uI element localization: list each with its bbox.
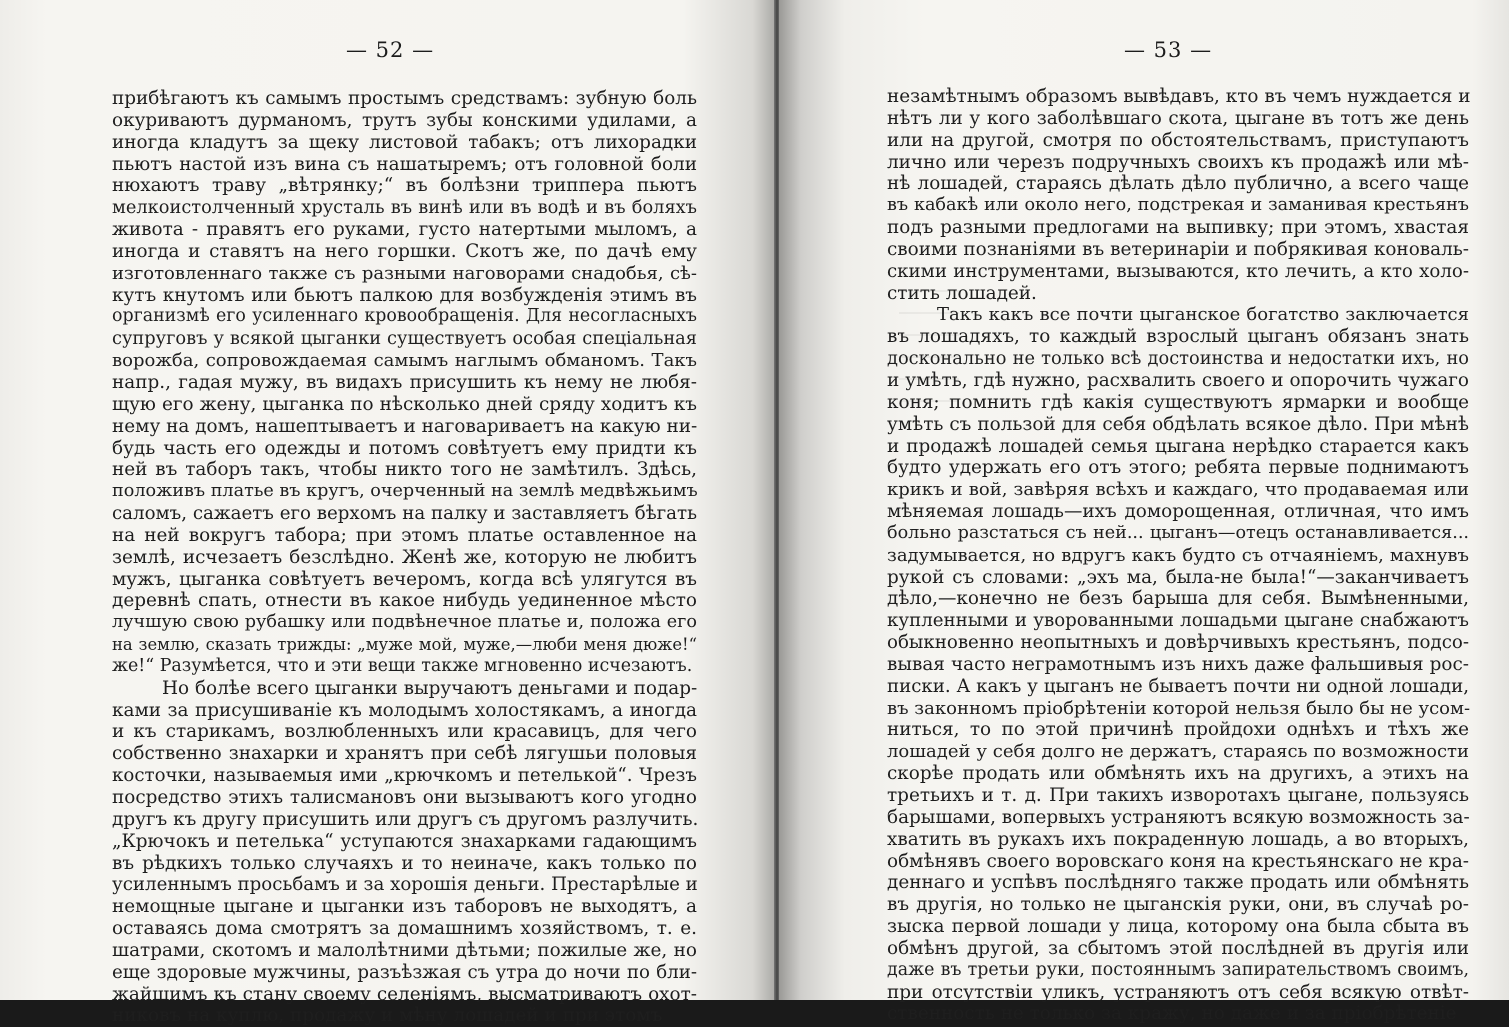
text-line: будто удержать его отъ этого; ребята первые поднимаютъ	[887, 457, 1469, 479]
text-line: иногда и ставятъ на него горшки. Скотъ же, по дачѣ ему	[112, 240, 697, 262]
text-line: зыска первой лошади у лица, которому она была сбыта въ	[887, 916, 1469, 938]
text-line: писки. А какъ у цыганъ не бываетъ почти ни одной лошади,	[887, 675, 1469, 697]
text-line: вывая часто неграмотнымъ изъ нихъ даже фальшивыя рос-	[887, 653, 1469, 675]
text-line: въ кабакѣ или около него, подстрекая и заманивая крестьянъ	[887, 195, 1469, 216]
text-line: окуриваютъ дурманомъ, трутъ зубы конскими удилами, а	[112, 109, 697, 131]
text-line: лично или черезъ подручныхъ своихъ къ продажѣ или мѣ-	[887, 151, 1469, 173]
text-line: землѣ, исчезаетъ безслѣдно. Женѣ же, которую не любитъ	[112, 546, 697, 568]
text-line: кутъ кнутомъ или бьютъ палкою для возбужденія этимъ въ	[112, 284, 697, 306]
text-line: собственно знахарки и хранятъ при себѣ лягушьи половыя	[112, 743, 697, 765]
text-line: и продажѣ лошадей семья цыгана нерѣдко старается какъ	[887, 435, 1469, 457]
text-line: еще здоровые мужчины, разъѣзжая съ утра до ночи по бли-	[112, 961, 697, 983]
text-line: ворожба, сопровождаемая самымъ наглымъ обманомъ. Такъ	[112, 350, 697, 372]
text-line: ней въ таборъ такъ, чтобы никто того не замѣтилъ. Здѣсь,	[112, 459, 697, 481]
text-line: организмѣ его усиленнаго кровообращенія. Для несогласныхъ	[112, 306, 697, 327]
text-line: будь часть его одежды и потомъ совѣтуетъ ему придти къ	[112, 437, 697, 459]
text-line: скими инструментами, вызываются, кто лечить, а кто холо-	[887, 260, 1469, 282]
text-line: больно разстаться съ ней... цыганъ—отецъ останавливается...	[887, 522, 1469, 543]
text-line: на землю, сказать трижды: „муже мой, муже,—люби меня дюже!“	[112, 635, 697, 655]
text-line: нѣтъ ли у кого заболѣвшаго скота, цыгане въ тотъ же день	[887, 107, 1469, 129]
text-line: въ рѣдкихъ только случаяхъ и то неиначе, какъ только по	[112, 852, 697, 874]
text-line: другъ къ другу присушить или другъ съ другомъ разлучить.	[112, 808, 699, 830]
text-line: даже въ третьи руки, постояннымъ запирательствомъ своимъ,	[887, 959, 1469, 980]
text-line: саломъ, сажаетъ его верхомъ на палку и заставляетъ бѣгать	[112, 503, 697, 525]
text-line: дѣло,—конечно не безъ барыша для себя. Вымѣненными,	[887, 588, 1469, 610]
text-line: купленными и уворованными лошадьми цыгане снабжаютъ	[887, 610, 1469, 632]
text-line: шатрами, скотомъ и малолѣтними дѣтьми; пожилые же, но	[112, 939, 697, 961]
text-line: ниться, то по этой причинѣ пройдохи однѣхъ и тѣхъ же	[887, 719, 1469, 741]
text-line: коня; помнить гдѣ какiя существуютъ ярмарки и вообще	[887, 391, 1469, 413]
text-line: незамѣтнымъ образомъ вывѣдавъ, кто въ чемъ нуждается и	[887, 86, 1471, 107]
text-line: при отсутствiи уликъ, устраняютъ отъ себя всякую отвѣт-	[887, 981, 1469, 1003]
text-line: или на другой, смотря по обстоятельствамъ, приступаютъ	[887, 129, 1469, 151]
text-line: Такъ какъ все почти цыганское богатство заключается	[937, 304, 1469, 326]
text-line: на ней вокругъ табора; при этомъ платье оставленное на	[112, 524, 697, 546]
text-line: деревнѣ спать, отнести въ какое нибудь уединенное мѣсто	[112, 590, 697, 612]
text-line: нюхаютъ траву „вѣтрянку;“ въ болѣзни триппера пьютъ	[112, 175, 697, 197]
text-line: обмѣнъ другой, за сбытомъ этой послѣдней въ другiя или	[887, 937, 1469, 959]
text-line: барышами, вопервыхъ устраняютъ всякую возможность за-	[887, 806, 1470, 828]
text-line: напр., гадая мужу, въ видахъ присушить къ нему не любя-	[112, 371, 697, 393]
text-line: живота - правятъ его руками, густо натертыми мыломъ, а	[112, 219, 697, 241]
text-line: мелкоистолченный хрусталь въ винѣ или въ водѣ и въ боляхъ	[112, 197, 697, 219]
text-line: деннаго и успѣвъ послѣдняго также продать или обмѣнять	[887, 872, 1469, 894]
text-line: Но болѣе всего цыганки выручаютъ деньгами и подар-	[162, 677, 698, 699]
text-line: мѣняемая лошадь—ихъ доморощенная, отличная, что имъ	[887, 501, 1469, 523]
text-line: своими познанiями въ ветеринарiи и побрякивая коноваль-	[887, 238, 1469, 260]
text-line: умѣть съ пользой для себя обдѣлать всякое дѣло. При мѣнѣ	[887, 413, 1469, 435]
text-line: стить лошадей.	[887, 282, 1037, 304]
text-line: мужъ, цыганка совѣтуетъ вечеромъ, когда всѣ улягутся въ	[112, 568, 697, 590]
text-line: пьютъ настой изъ вина съ нашатыремъ; отъ головной боли	[112, 153, 697, 175]
text-line: посредство этихъ талисмановъ они вызываютъ кого угодно	[112, 787, 697, 808]
text-line: жайшимъ къ стану своему селенiямъ, высматриваютъ охот-	[112, 983, 697, 1005]
text-line: рукой съ словами: „эхъ ма, была-не была!“—заканчиваетъ	[887, 566, 1469, 588]
text-line: третьихъ и т. д. При такихъ изворотахъ цыгане, пользуясь	[887, 785, 1469, 806]
text-line: иногда кладутъ за щеку листовой табакъ; отъ лихорадки	[112, 131, 697, 153]
text-line: хватить въ рукахъ ихъ покраденную лошадь, а во вторыхъ,	[887, 828, 1469, 850]
text-line: косточки, называемыя ими „крючкомъ и петелькой“. Чрезъ	[112, 765, 697, 787]
left-page-text	[112, 88, 697, 1027]
text-line: крикъ и вой, завѣряя всѣхъ и каждаго, что продаваемая или	[887, 479, 1469, 501]
text-line: немощные цыгане и цыганки изъ таборовъ не выходятъ, а	[112, 896, 697, 918]
text-line: и къ старикамъ, возлюбленныхъ или красавицъ, для чего	[112, 721, 697, 743]
right-page	[779, 0, 1509, 1025]
page-number-right: — 53 —	[1124, 38, 1213, 62]
text-line: лучшую свою рубашку или подвѣнечное платье и, положа его	[112, 612, 697, 633]
text-line: ственность не только за кражу, но даже и за прiобрѣтенiе	[887, 1003, 1457, 1025]
text-line: въ законномъ прiобрѣтенiи которой нельзя было бы не усом-	[887, 697, 1471, 719]
text-line: скорѣе продать или обмѣнять ихъ на другихъ, а этихъ на	[887, 763, 1469, 785]
text-line: нѣ лошадей, стараясь дѣлать дѣло публично, а всего чаще	[887, 173, 1469, 195]
text-line: же!“ Разумѣется, что и эти вещи также мгновенно исчезаютъ.	[112, 655, 693, 676]
text-line: и умѣть, гдѣ нужно, расхвалить своего и опорочить чужаго	[887, 369, 1469, 391]
text-line: нему на домъ, нашептываетъ и наговариваетъ на какую ни-	[112, 415, 698, 437]
text-line: оставаясь дома смотрятъ за домашнимъ хозяйствомъ, т. е.	[112, 918, 697, 940]
text-line: досконально не только всѣ достоинства и недостатки ихъ, но	[887, 348, 1469, 370]
text-line: положивъ платье въ кругъ, очерченный на землѣ медвѣжьимъ	[112, 481, 698, 502]
text-line: изготовленнаго также съ разными наговорами снадобья, сѣ-	[112, 262, 697, 284]
right-page-text	[887, 86, 1469, 1025]
page-number-left: — 52 —	[346, 38, 435, 62]
text-line: супруговъ у всякой цыганки существуетъ особая спеціальная	[112, 328, 697, 350]
text-line: „Крючокъ и петелька“ уступаются знахарками гадающимъ	[112, 830, 697, 852]
text-line: щую его жену, цыганка по нѣсколько дней сряду ходитъ къ	[112, 393, 697, 415]
text-line: задумывается, но вдругъ какъ будто съ отчаянiемъ, махнувъ	[887, 544, 1469, 566]
text-line: подъ разными предлогами на выпивку; при этомъ, хвастая	[887, 217, 1469, 239]
text-line: прибѣгаютъ къ самымъ простымъ средствамъ: зубную боль	[112, 88, 697, 109]
text-line: въ лошадяхъ, то каждый взрослый цыганъ обязанъ знать	[887, 326, 1469, 348]
text-line: обыкновенно неопытныхъ и довѣрчивыхъ крестьянъ, подсо-	[887, 632, 1469, 654]
text-line: ками за присушиванiе къ молодымъ холостякамъ, а иногда	[112, 699, 697, 721]
text-line: лошадей у себя долго не держатъ, стараясь по возможности	[887, 741, 1469, 763]
text-line: никовъ на куплю, продажу и мѣну лошадей и при этомъ	[112, 1005, 663, 1027]
text-line: обмѣнявъ своего воровскаго коня на крестьянскаго не кра-	[887, 850, 1469, 872]
text-line: въ другiя, но только не цыганскiя руки, они, въ случаѣ ро-	[887, 894, 1469, 916]
text-line: усиленнымъ просьбамъ и за хорошiя деньги. Престарѣлые и	[112, 874, 698, 896]
